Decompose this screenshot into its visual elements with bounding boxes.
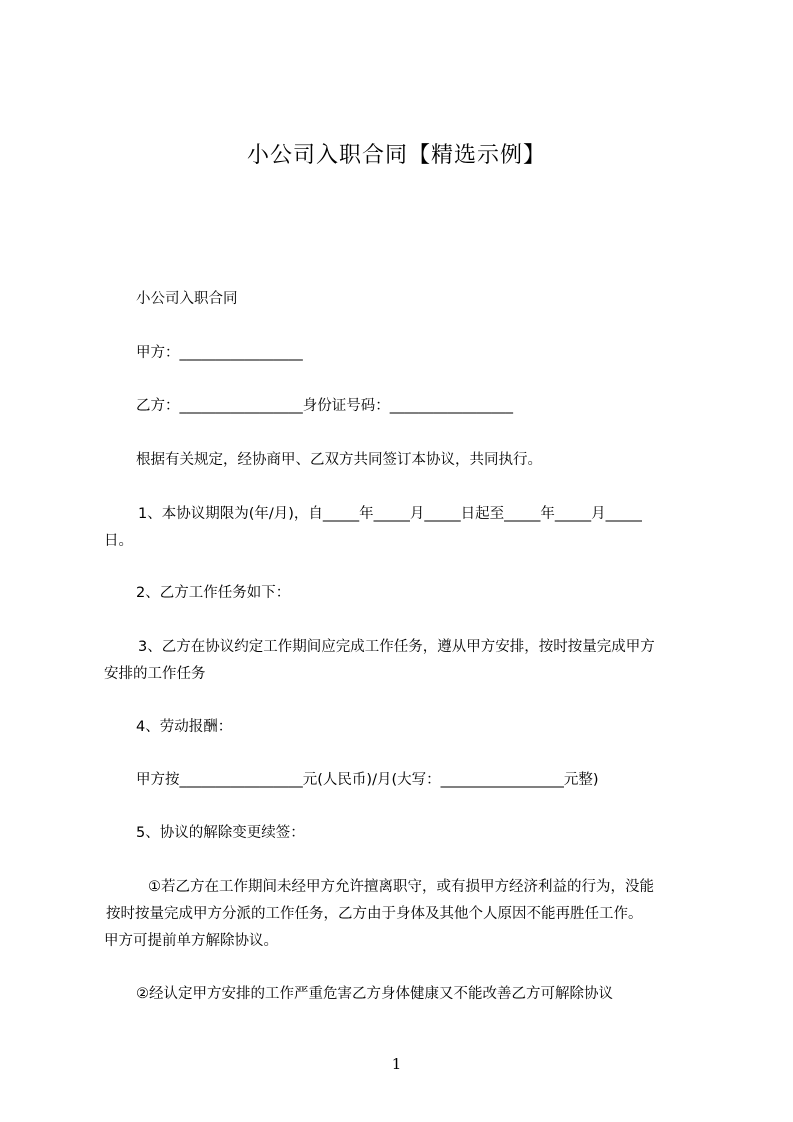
clause-3-paragraph: 3、乙方在协议约定工作期间应完成工作任务，遵从甲方安排，按时按量完成甲方 安排的工作任务 [104,639,655,682]
party-b-line: 乙方：_________________身份证号码：_________________ [136,398,513,414]
party-a-line: 甲方：_________________ [136,345,303,361]
preamble-paragraph: 根据有关规定，经协商甲、乙双方共同签订本协议，共同执行。 [136,452,542,468]
clause-1-paragraph: 1、本协议期限为(年/月)，自_____年_____月_____日起至_____年_____月_____ 日。 [104,506,642,549]
clause-2-paragraph: 2、乙方工作任务如下： [136,585,291,601]
clause-5-paragraph: 5、协议的解除变更续签： [136,825,305,841]
salary-line: 甲方按_________________元(人民币)/月(大写：_________________元整) [136,772,599,788]
clause-4-paragraph: 4、劳动报酬： [136,719,233,735]
page-number: 1 [391,1055,402,1073]
document-title: 小公司入职合同【精选示例】 [246,143,546,168]
contract-subtitle: 小公司入职合同 [136,291,238,307]
termination-item-1: ①若乙方在工作期间未经甲方允许擅离职守，或有损甲方经济利益的行为，没能 按时按量完成甲方分派的工作任务，乙方由于身体及其他个人原因不能再胜任工作。 甲方可提前单方解除协议。 [104,879,654,949]
termination-item-2: ②经认定甲方安排的工作严重危害乙方身体健康又不能改善乙方可解除协议 [136,986,613,1002]
